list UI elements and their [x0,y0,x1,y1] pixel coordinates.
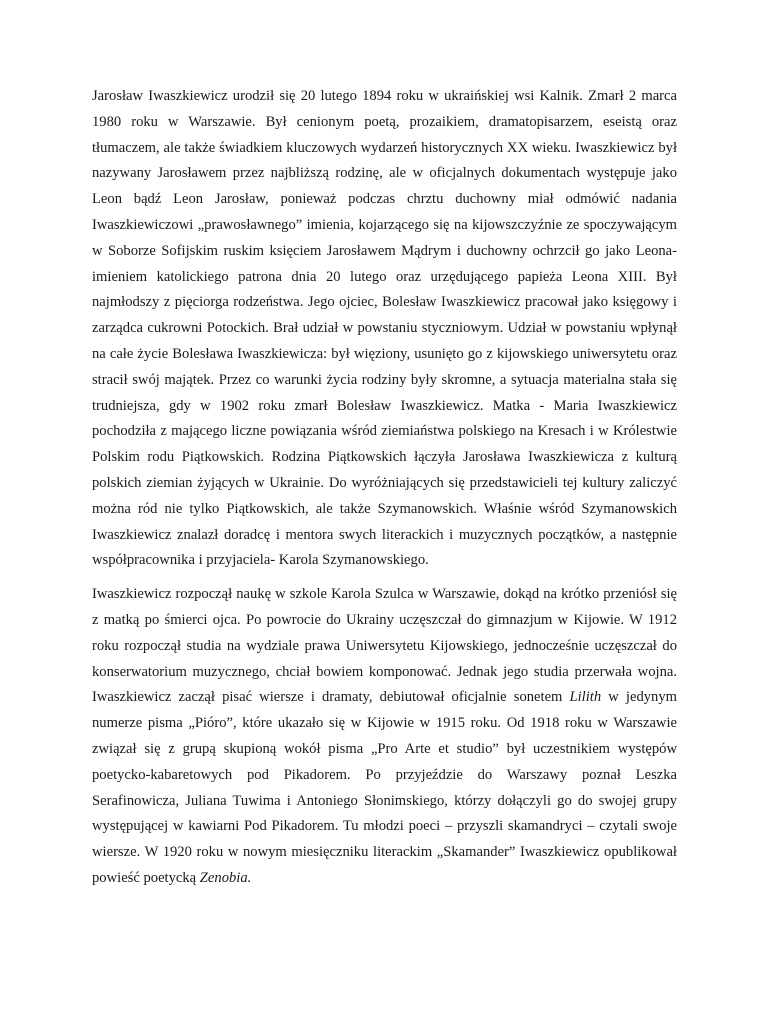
document-body [92,84,677,892]
paragraph-biography-early-life [92,84,677,574]
paragraph-biography-education [92,582,677,892]
italic-title-zenobia: Zenobia. [199,869,252,886]
paragraph-text: Iwaszkiewicz rozpoczął naukę w szkole Karola Szulca w Warszawie, dokąd na krótko przeniósł się z matką po śmierci ojca. Po powrocie do Ukrainy uczęszczał do gimnazjum w Kijowie. W 1912 roku rozpoczął studia na wydziale prawa Uniwersytetu Kijowskiego, jednocześnie uczęszczał do konserwatorium muzycznego, chciał bowiem komponować. Jednak jego studia przerwała wojna. Iwaszkiewicz zaczął pisać wiersze i dramaty, debiutował oficjalnie sonetem [92,586,677,706]
paragraph-text: Jarosław Iwaszkiewicz urodził się 20 lutego 1894 roku w ukraińskiej wsi Kalnik. Zmarł 2 marca 1980 roku w Warszawie. Był cenionym poetą, prozaikiem, dramatopisarzem, eseistą oraz tłumaczem, ale także świadkiem kluczowych wydarzeń historycznych XX wieku. Iwaszkiewicz był nazywany Jarosławem przez najbliższą rodzinę, ale w oficjalnych dokumentach występuje jako Leon bądź Leon Jarosław, ponieważ podczas chrztu duchowny miał odmówić nadania Iwaszkiewiczowi „prawosławnego” imienia, kojarzącego się na kijowszczyźnie ze spoczywającym w Soborze Sofijskim ruskim księciem Jarosławem Mądrym i duchowny ochrzcił go jako Leona- imieniem katolickiego patrona dnia 20 lutego oraz urzędującego papieża Leona XIII. Był najmłodszy z pięciorga rodzeństwa. Jego ojciec, Bolesław Iwaszkiewicz pracował jako księgowy i zarządca cukrowni Potockich. Brał udział w powstaniu styczniowym. Udział w powstaniu wpłynął na całe życie Bolesława Iwaszkiewicza: był więziony, usunięto go z kijowskiego uniwersytetu oraz stracił swój majątek. Przez co warunki życia rodziny były skromne, a sytuacja materialna stała się trudniejsza, gdy w 1902 roku zmarł Bolesław Iwaszkiewicz. Matka - Maria Iwaszkiewicz pochodziła z mającego liczne powiązania wśród ziemiaństwa polskiego na Kresach i w Królestwie Polskim rodu Piątkowskich. Rodzina Piątkowskich łączyła Jarosława Iwaszkiewicza z kulturą polskich ziemian żyjących w Ukrainie. Do wyróżniających się przedstawicieli tej kultury zaliczyć można ród nie tylko Piątkowskich, ale także Szymanowskich. Właśnie wśród Szymanowskich Iwaszkiewicz znalazł doradcę i mentora swych literackich i muzycznych początków, a następnie współpracownika i przyjaciela- Karola Szymanowskiego. [92,88,677,569]
italic-title-lilith: Lilith [569,689,602,706]
paragraph-text: w jedynym numerze pisma „Pióro”, które ukazało się w Kijowie w 1915 roku. Od 1918 roku w Warszawie związał się z grupą skupioną wokół pisma „Pro Arte et studio” był uczestnikiem występów poetycko-kabaretowych pod Pikadorem. Po przyjeździe do Warszawy poznał Leszka Serafinowicza, Juliana Tuwima i Antoniego Słonimskiego, którzy dołączyli go do swojej grupy występującej w kawiarni Pod Pikadorem. Tu młodzi poeci – przyszli skamandryci – czytali swoje wiersze. W 1920 roku w nowym miesięczniku literackim „Skamander” Iwaszkiewicz opublikował powieść poetycką [92,689,677,886]
